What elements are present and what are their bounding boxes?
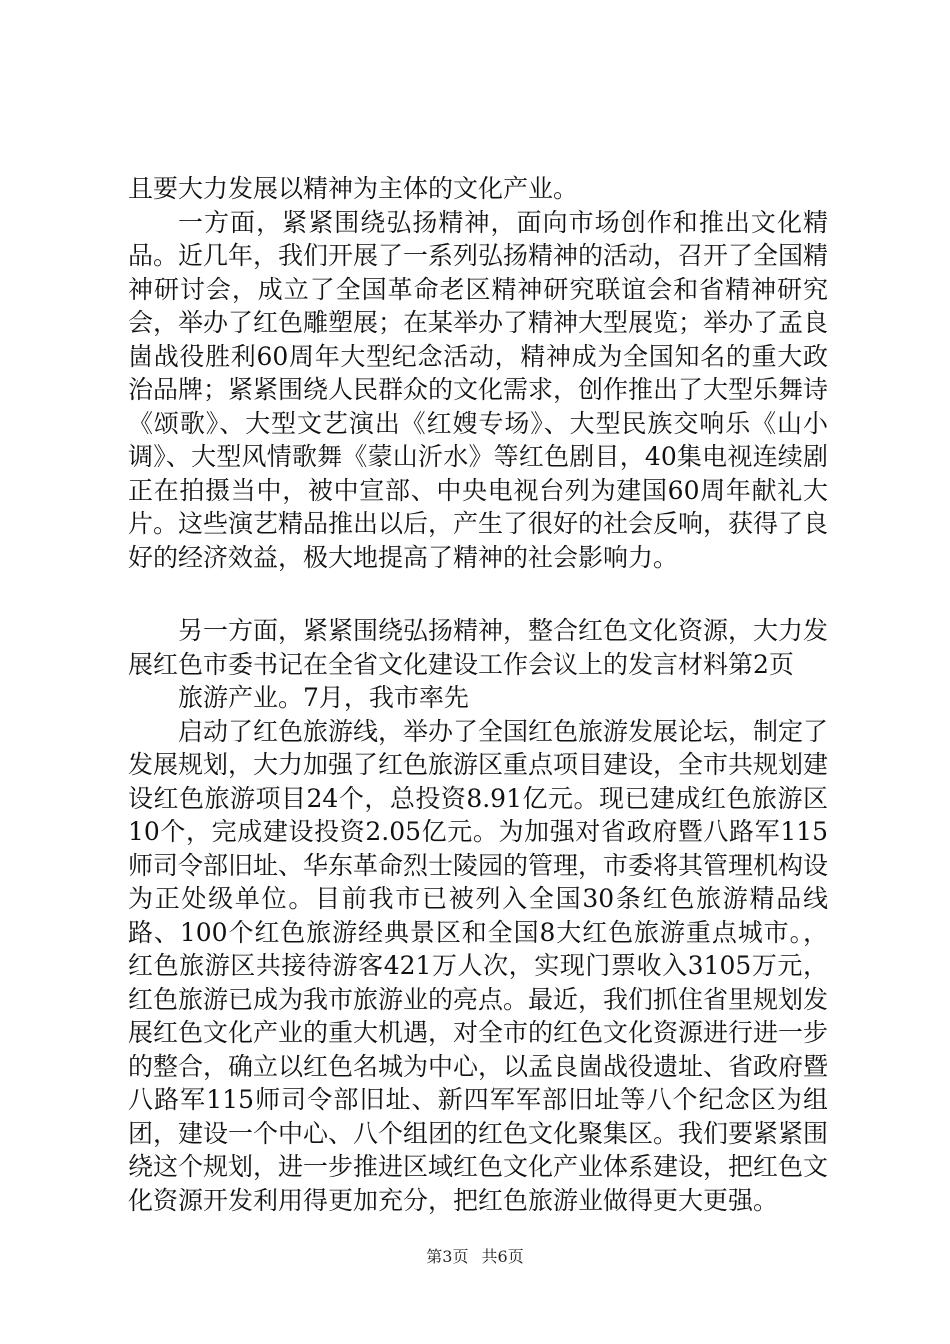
paragraph-continuation: 且要大力发展以精神为主体的文化产业。 (128, 174, 579, 203)
page-footer (0, 1244, 950, 1267)
page-number: 第3页 (426, 1247, 469, 1266)
paragraph-cultural-works: 一方面，紧紧围绕弘扬精神，面向市场创作和推出文化精品。近几年，我们开展了一系列弘扬精神的活动，召开了全国精神研讨会，成立了全国革命老区精神研究联谊会和省精神研究会，举办了红色雕塑展；在某举办了精神大型展览；举办了孟良崮战役胜利60周年大型纪念活动，精神成为全国知名的重大政治品牌；紧紧围绕人民群众的文化需求，创作推出了大型乐舞诗《颂歌》、大型文艺演出《红嫂专场》、大型民族交响乐《山小调》、大型风情歌舞《蒙山沂水》等红色剧目，40集电视连续剧正在拍摄当中，被中宣部、中央电视台列为建国60周年献礼大片。这些演艺精品推出以后，产生了很好的社会反响，获得了良好的经济效益，极大地提高了精神的社会影响力。 (128, 207, 829, 572)
page-total: 共6页 (481, 1247, 524, 1266)
paragraph-tourism-industry: 旅游产业。7月，我市率先 (178, 683, 469, 712)
paragraph-red-tourism-intro: 另一方面，紧紧围绕弘扬精神，整合红色文化资源，大力发展红色市委书记在全省文化建设工作会议上的发言材料第2页 (128, 616, 829, 679)
paragraph-gap (128, 574, 828, 614)
paragraph-red-tourism-details: 启动了红色旅游线，举办了全国红色旅游发展论坛，制定了发展规划，大力加强了红色旅游区重点项目建设，全市共规划建设红色旅游项目24个，总投资8.91亿元。现已建成红色旅游区10个，完成建设投资2.05亿元。为加强对省政府暨八路军115师司令部旧址、华东革命烈士陵园的管理，市委将其管理机构设为正处级单位。目前我市已被列入全国30条红色旅游精品线路、100个红色旅游经典景区和全国8大红色旅游重点城市。，红色旅游区共接待游客421万人次，实现门票收入3105万元，红色旅游已成为我市旅游业的亮点。最近，我们抓住省里规划发展红色文化产业的重大机遇，对全市的红色文化资源进行进一步的整合，确立以红色名城为中心，以孟良崮战役遗址、省政府暨八路军115师司令部旧址、新四军军部旧址等八个纪念区为组团，建设一个中心、八个组团的红色文化聚集区。我们要紧紧围绕这个规划，进一步推进区域红色文化产业体系建设，把红色文化资源开发利用得更加充分，把红色旅游业做得更大更强。 (128, 716, 829, 1215)
document-body (128, 172, 828, 1217)
